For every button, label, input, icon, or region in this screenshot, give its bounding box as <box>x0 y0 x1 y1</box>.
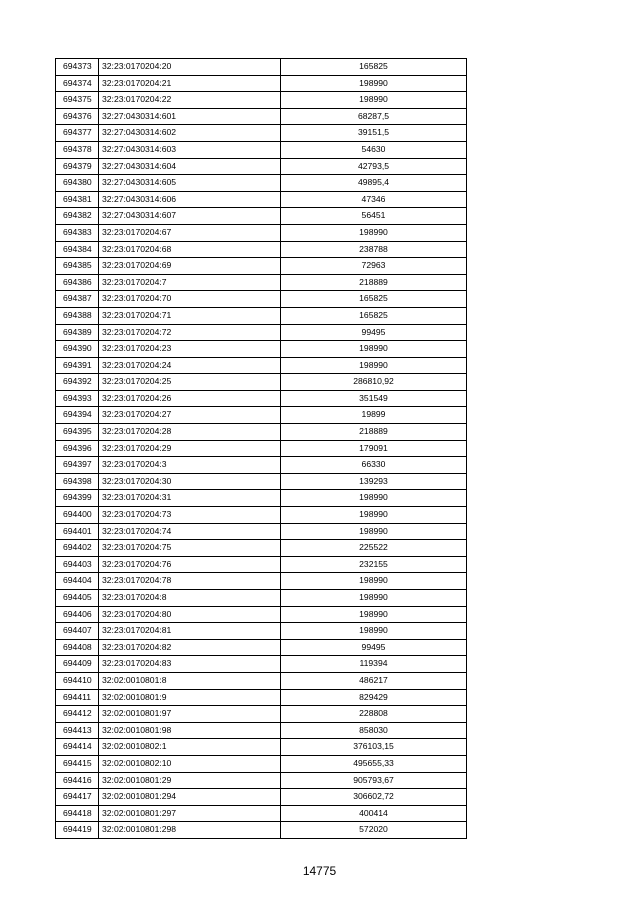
row-id-cell: 694384 <box>56 241 99 258</box>
cadastral-number-cell: 32:23:0170204:83 <box>99 656 281 673</box>
cadastral-number-cell: 32:02:0010801:294 <box>99 789 281 806</box>
row-id-cell: 694408 <box>56 639 99 656</box>
cadastral-value-cell: 42793,5 <box>281 158 467 175</box>
cadastral-number-cell: 32:23:0170204:67 <box>99 224 281 241</box>
cadastral-number-cell: 32:23:0170204:31 <box>99 490 281 507</box>
cadastral-value-cell: 306602,72 <box>281 789 467 806</box>
row-id-cell: 694419 <box>56 822 99 839</box>
row-id-cell: 694395 <box>56 424 99 441</box>
cadastral-number-cell: 32:02:0010802:1 <box>99 739 281 756</box>
cadastral-value-cell: 218889 <box>281 274 467 291</box>
cadastral-value-cell: 198990 <box>281 357 467 374</box>
cadastral-number-cell: 32:27:0430314:601 <box>99 108 281 125</box>
cadastral-number-cell: 32:02:0010801:298 <box>99 822 281 839</box>
cadastral-number-cell: 32:23:0170204:24 <box>99 357 281 374</box>
row-id-cell: 694412 <box>56 706 99 723</box>
row-id-cell: 694400 <box>56 507 99 524</box>
cadastral-value-cell: 228808 <box>281 706 467 723</box>
row-id-cell: 694373 <box>56 59 99 76</box>
table-row <box>56 623 467 640</box>
cadastral-number-cell: 32:23:0170204:68 <box>99 241 281 258</box>
table-row <box>56 473 467 490</box>
table-row <box>56 59 467 76</box>
table-row <box>56 789 467 806</box>
row-id-cell: 694383 <box>56 224 99 241</box>
cadastral-value-cell: 351549 <box>281 390 467 407</box>
page-number: 14775 <box>302 864 337 878</box>
cadastral-value-cell: 198990 <box>281 623 467 640</box>
table-row <box>56 805 467 822</box>
cadastral-value-cell: 39151,5 <box>281 125 467 142</box>
row-id-cell: 694379 <box>56 158 99 175</box>
cadastral-value-cell: 56451 <box>281 208 467 225</box>
table-row <box>56 556 467 573</box>
table-row <box>56 573 467 590</box>
cadastral-number-cell: 32:23:0170204:81 <box>99 623 281 640</box>
cadastral-value-cell: 179091 <box>281 440 467 457</box>
table-row <box>56 291 467 308</box>
table-row <box>56 440 467 457</box>
cadastral-number-cell: 32:27:0430314:604 <box>99 158 281 175</box>
cadastral-value-cell: 198990 <box>281 341 467 358</box>
cadastral-number-cell: 32:27:0430314:603 <box>99 141 281 158</box>
cadastral-value-cell: 66330 <box>281 457 467 474</box>
row-id-cell: 694405 <box>56 590 99 607</box>
cadastral-value-cell: 829429 <box>281 689 467 706</box>
row-id-cell: 694375 <box>56 92 99 109</box>
cadastral-value-cell: 165825 <box>281 291 467 308</box>
cadastral-number-cell: 32:23:0170204:21 <box>99 75 281 92</box>
table-row <box>56 125 467 142</box>
table-row <box>56 490 467 507</box>
row-id-cell: 694376 <box>56 108 99 125</box>
cadastral-value-cell: 286810,92 <box>281 374 467 391</box>
cadastral-value-cell: 232155 <box>281 556 467 573</box>
table-row <box>56 141 467 158</box>
cadastral-number-cell: 32:23:0170204:3 <box>99 457 281 474</box>
cadastral-value-cell: 858030 <box>281 722 467 739</box>
cadastral-number-cell: 32:02:0010801:297 <box>99 805 281 822</box>
row-id-cell: 694393 <box>56 390 99 407</box>
table-body <box>56 59 467 839</box>
row-id-cell: 694390 <box>56 341 99 358</box>
row-id-cell: 694410 <box>56 672 99 689</box>
table-row <box>56 590 467 607</box>
cadastral-number-cell: 32:23:0170204:27 <box>99 407 281 424</box>
cadastral-number-cell: 32:02:0010801:8 <box>99 672 281 689</box>
table-row <box>56 407 467 424</box>
cadastral-value-cell: 19899 <box>281 407 467 424</box>
table-row <box>56 822 467 839</box>
table-row <box>56 158 467 175</box>
row-id-cell: 694401 <box>56 523 99 540</box>
cadastral-number-cell: 32:27:0430314:605 <box>99 175 281 192</box>
table-row <box>56 739 467 756</box>
table-row <box>56 241 467 258</box>
cadastral-number-cell: 32:23:0170204:71 <box>99 307 281 324</box>
cadastral-value-cell: 400414 <box>281 805 467 822</box>
cadastral-number-cell: 32:23:0170204:74 <box>99 523 281 540</box>
cadastral-value-table <box>55 58 467 839</box>
table-row <box>56 341 467 358</box>
table-row <box>56 540 467 557</box>
cadastral-number-cell: 32:23:0170204:8 <box>99 590 281 607</box>
row-id-cell: 694385 <box>56 258 99 275</box>
table-row <box>56 772 467 789</box>
cadastral-value-cell: 72963 <box>281 258 467 275</box>
row-id-cell: 694392 <box>56 374 99 391</box>
table-row <box>56 208 467 225</box>
cadastral-value-cell: 905793,67 <box>281 772 467 789</box>
row-id-cell: 694418 <box>56 805 99 822</box>
table-row <box>56 656 467 673</box>
cadastral-number-cell: 32:27:0430314:602 <box>99 125 281 142</box>
cadastral-number-cell: 32:23:0170204:73 <box>99 507 281 524</box>
cadastral-number-cell: 32:23:0170204:25 <box>99 374 281 391</box>
table-row <box>56 258 467 275</box>
table-row <box>56 307 467 324</box>
row-id-cell: 694374 <box>56 75 99 92</box>
cadastral-number-cell: 32:23:0170204:30 <box>99 473 281 490</box>
table-row <box>56 755 467 772</box>
row-id-cell: 694409 <box>56 656 99 673</box>
table-row <box>56 175 467 192</box>
row-id-cell: 694389 <box>56 324 99 341</box>
table-row <box>56 672 467 689</box>
row-id-cell: 694377 <box>56 125 99 142</box>
table-row <box>56 722 467 739</box>
cadastral-value-cell: 119394 <box>281 656 467 673</box>
cadastral-number-cell: 32:23:0170204:75 <box>99 540 281 557</box>
row-id-cell: 694387 <box>56 291 99 308</box>
table-row <box>56 507 467 524</box>
cadastral-number-cell: 32:23:0170204:82 <box>99 639 281 656</box>
table-row <box>56 706 467 723</box>
cadastral-value-cell: 198990 <box>281 507 467 524</box>
table-row <box>56 92 467 109</box>
cadastral-value-cell: 68287,5 <box>281 108 467 125</box>
table-row <box>56 457 467 474</box>
cadastral-value-cell: 495655,33 <box>281 755 467 772</box>
row-id-cell: 694411 <box>56 689 99 706</box>
cadastral-number-cell: 32:23:0170204:23 <box>99 341 281 358</box>
cadastral-value-cell: 49895,4 <box>281 175 467 192</box>
row-id-cell: 694403 <box>56 556 99 573</box>
row-id-cell: 694388 <box>56 307 99 324</box>
cadastral-number-cell: 32:02:0010801:97 <box>99 706 281 723</box>
cadastral-value-cell: 99495 <box>281 324 467 341</box>
cadastral-value-cell: 165825 <box>281 59 467 76</box>
cadastral-value-cell: 198990 <box>281 92 467 109</box>
row-id-cell: 694414 <box>56 739 99 756</box>
cadastral-number-cell: 32:23:0170204:28 <box>99 424 281 441</box>
row-id-cell: 694378 <box>56 141 99 158</box>
table-row <box>56 374 467 391</box>
cadastral-value-cell: 47346 <box>281 191 467 208</box>
row-id-cell: 694386 <box>56 274 99 291</box>
cadastral-value-cell: 54630 <box>281 141 467 158</box>
table-row <box>56 424 467 441</box>
cadastral-value-cell: 376103,15 <box>281 739 467 756</box>
cadastral-number-cell: 32:23:0170204:70 <box>99 291 281 308</box>
table-row <box>56 191 467 208</box>
cadastral-number-cell: 32:23:0170204:29 <box>99 440 281 457</box>
cadastral-value-cell: 198990 <box>281 606 467 623</box>
table-row <box>56 639 467 656</box>
row-id-cell: 694381 <box>56 191 99 208</box>
row-id-cell: 694404 <box>56 573 99 590</box>
cadastral-number-cell: 32:23:0170204:78 <box>99 573 281 590</box>
row-id-cell: 694416 <box>56 772 99 789</box>
table-row <box>56 274 467 291</box>
table-row <box>56 224 467 241</box>
row-id-cell: 694398 <box>56 473 99 490</box>
cadastral-value-cell: 99495 <box>281 639 467 656</box>
cadastral-value-cell: 198990 <box>281 490 467 507</box>
cadastral-value-cell: 198990 <box>281 590 467 607</box>
row-id-cell: 694406 <box>56 606 99 623</box>
cadastral-number-cell: 32:02:0010802:10 <box>99 755 281 772</box>
row-id-cell: 694380 <box>56 175 99 192</box>
cadastral-number-cell: 32:23:0170204:7 <box>99 274 281 291</box>
cadastral-value-cell: 225522 <box>281 540 467 557</box>
cadastral-value-cell: 486217 <box>281 672 467 689</box>
cadastral-number-cell: 32:23:0170204:22 <box>99 92 281 109</box>
cadastral-number-cell: 32:02:0010801:98 <box>99 722 281 739</box>
cadastral-number-cell: 32:27:0430314:606 <box>99 191 281 208</box>
table-row <box>56 108 467 125</box>
row-id-cell: 694413 <box>56 722 99 739</box>
row-id-cell: 694415 <box>56 755 99 772</box>
table-row <box>56 75 467 92</box>
table-row <box>56 324 467 341</box>
cadastral-value-cell: 139293 <box>281 473 467 490</box>
table-row <box>56 523 467 540</box>
cadastral-number-cell: 32:27:0430314:607 <box>99 208 281 225</box>
table-row <box>56 689 467 706</box>
cadastral-value-cell: 165825 <box>281 307 467 324</box>
cadastral-value-cell: 238788 <box>281 241 467 258</box>
cadastral-value-cell: 198990 <box>281 523 467 540</box>
row-id-cell: 694407 <box>56 623 99 640</box>
cadastral-value-cell: 198990 <box>281 75 467 92</box>
table-row <box>56 357 467 374</box>
cadastral-value-cell: 572020 <box>281 822 467 839</box>
row-id-cell: 694417 <box>56 789 99 806</box>
cadastral-value-cell: 218889 <box>281 424 467 441</box>
row-id-cell: 694391 <box>56 357 99 374</box>
row-id-cell: 694396 <box>56 440 99 457</box>
cadastral-value-cell: 198990 <box>281 224 467 241</box>
cadastral-number-cell: 32:23:0170204:76 <box>99 556 281 573</box>
table-row <box>56 606 467 623</box>
cadastral-number-cell: 32:23:0170204:26 <box>99 390 281 407</box>
cadastral-number-cell: 32:02:0010801:9 <box>99 689 281 706</box>
cadastral-number-cell: 32:23:0170204:69 <box>99 258 281 275</box>
cadastral-number-cell: 32:23:0170204:20 <box>99 59 281 76</box>
row-id-cell: 694382 <box>56 208 99 225</box>
cadastral-number-cell: 32:23:0170204:72 <box>99 324 281 341</box>
cadastral-number-cell: 32:23:0170204:80 <box>99 606 281 623</box>
cadastral-number-cell: 32:02:0010801:29 <box>99 772 281 789</box>
row-id-cell: 694402 <box>56 540 99 557</box>
table-row <box>56 390 467 407</box>
row-id-cell: 694399 <box>56 490 99 507</box>
row-id-cell: 694394 <box>56 407 99 424</box>
cadastral-value-cell: 198990 <box>281 573 467 590</box>
row-id-cell: 694397 <box>56 457 99 474</box>
